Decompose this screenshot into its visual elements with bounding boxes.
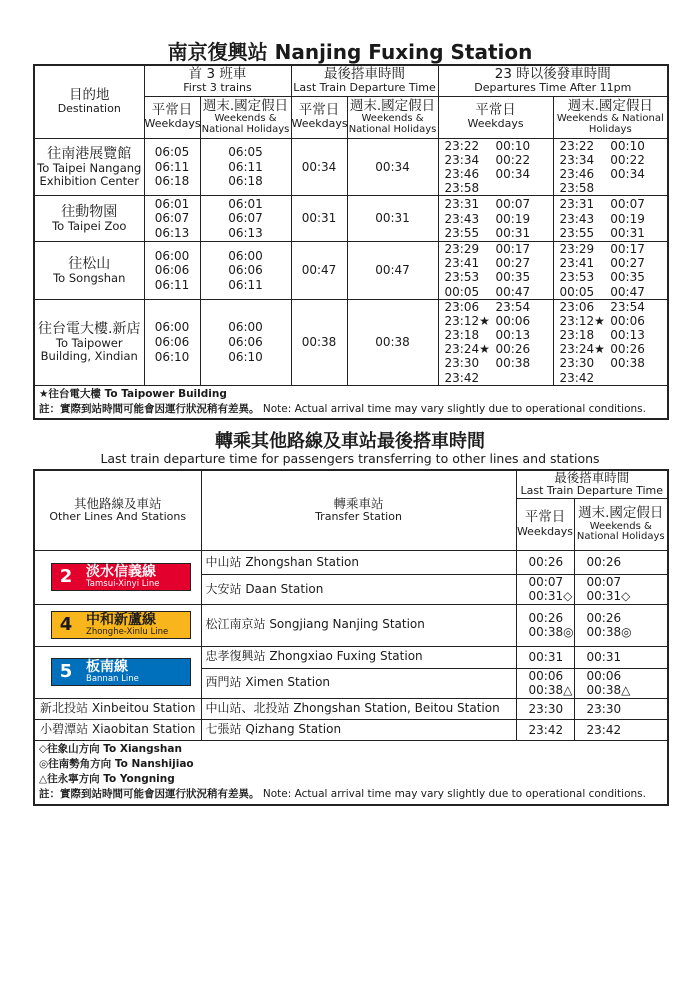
transfer-header: 轉乘車站 Transfer Station — [201, 470, 516, 551]
section-subtitle: Last train departure time for passengers transferring to other lines and stations — [100, 451, 600, 466]
table-row: 小碧潭站 Xiaobitan Station 七張站 Qizhang Station 23:42 23:42 — [34, 719, 668, 740]
line-cell — [34, 646, 201, 698]
transfer-station: 中山站 Zhongshan Station — [201, 551, 516, 575]
late-weekend-cell: 23:06 23:54 23:12★ 00:06 23:18 00:13 23:24★ 00:26 23:30 00:38 23:42 — [553, 299, 668, 385]
transfer-station: 中山站、北投站 Zhongshan Station, Beitou Station — [201, 698, 516, 719]
transfer-station: 忠孝復興站 Zhongxiao Fuxing Station — [201, 646, 516, 668]
schedule-table — [33, 64, 669, 420]
tamsui-xinyi-line-badge: 2 淡水信義線 Tamsui-Xinyi Line — [51, 563, 191, 591]
destination-header: 目的地 Destination — [34, 65, 144, 138]
transfer-table — [33, 469, 669, 806]
late-weekday-cell: 23:29 00:17 23:41 00:27 23:53 00:35 00:05 00:47 — [438, 242, 553, 300]
table-row: 4 中和新蘆線 Zhonghe-Xinlu Line 松江南京站 Songjiang Nanjing Station 00:26 00:38◎ 00:26 00:38◎ — [34, 604, 668, 646]
table-row — [34, 242, 668, 300]
first-weekday-cell: 06:01 06:07 06:13 — [144, 196, 200, 242]
table-row: 新北投站 Xinbeitou Station 中山站、北投站 Zhongshan Station, Beitou Station 23:30 23:30 — [34, 698, 668, 719]
first-weekend-cell: 06:00 06:06 06:11 — [200, 242, 291, 300]
table-row — [34, 138, 668, 196]
weekends-header: 週末.國定假日 Weekends & National Holidays — [347, 96, 438, 138]
last-weekend-cell: 00:38 — [347, 299, 438, 385]
destination-cell: 往松山 To Songshan — [34, 242, 144, 300]
late-weekend-cell: 23:22 00:10 23:34 00:22 23:46 00:34 23:58 — [553, 138, 668, 196]
destination-cell: 往台電大樓.新店 To Taipower Building, Xindian — [34, 299, 144, 385]
zhonghe-xinlu-line-badge: 4 中和新蘆線 Zhonghe-Xinlu Line — [51, 611, 191, 639]
transfer-station: 西門站 Ximen Station — [201, 668, 516, 698]
first-trains-header: 首 3 班車 First 3 trains — [144, 65, 291, 96]
last-train-header: 最後搭車時間 Last Train Departure Time — [291, 65, 438, 96]
first-weekday-cell: 06:05 06:11 06:18 — [144, 138, 200, 196]
late-weekday-cell: 23:06 23:54 23:12★ 00:06 23:18 00:13 23:24★ 00:26 23:30 00:38 23:42 — [438, 299, 553, 385]
bannan-line-badge: 5 板南線 Bannan Line — [51, 658, 191, 686]
late-weekday-cell: 23:31 00:07 23:43 00:19 23:55 00:31 — [438, 196, 553, 242]
last-weekday-cell: 00:31 — [291, 196, 347, 242]
destination-cell: 往動物園 To Taipei Zoo — [34, 196, 144, 242]
table-row: 5 板南線 Bannan Line 忠孝復興站 Zhongxiao Fuxing Station 00:31 00:31 — [34, 646, 668, 668]
last-weekday-cell: 00:38 — [291, 299, 347, 385]
footnote-row — [34, 740, 668, 804]
weekdays-header: 平常日 Weekdays — [144, 96, 200, 138]
late-weekend-cell: 23:31 00:07 23:43 00:19 23:55 00:31 — [553, 196, 668, 242]
table-row — [34, 299, 668, 385]
first-weekday-cell: 06:00 06:06 06:10 — [144, 299, 200, 385]
last-weekday-cell: 00:34 — [291, 138, 347, 196]
transfer-station: 大安站 Daan Station — [201, 575, 516, 605]
first-weekend-cell: 06:01 06:07 06:13 — [200, 196, 291, 242]
last-weekday-cell: 00:47 — [291, 242, 347, 300]
section-title: 轉乘其他路線及車站最後搭車時間 — [215, 431, 485, 452]
footnote-row — [34, 385, 668, 419]
weekdays-header: 平常日 Weekdays — [516, 499, 574, 551]
footnote: ★往台電大樓 To Taipower Building 註：實際到站時間可能會因運行狀況稍有差異。 Note: Actual arrival time may vary slightly due to operational conditions. — [34, 385, 668, 419]
branch-station: 新北投站 Xinbeitou Station — [34, 698, 201, 719]
first-weekend-cell: 06:00 06:06 06:10 — [200, 299, 291, 385]
destination-cell: 往南港展覽館 To Taipei Nangang Exhibition Center — [34, 138, 144, 196]
weekends-header: 週末.國定假日 Weekends & National Holidays — [200, 96, 291, 138]
lines-header: 其他路線及車站 Other Lines And Stations — [34, 470, 201, 551]
last-weekend-cell: 00:31 — [347, 196, 438, 242]
transfer-station: 松江南京站 Songjiang Nanjing Station — [201, 604, 516, 646]
transfer-station: 七張站 Qizhang Station — [201, 719, 516, 740]
late-weekend-cell: 23:29 00:17 23:41 00:27 23:53 00:35 00:05 00:47 — [553, 242, 668, 300]
weekdays-header: 平常日 Weekdays — [438, 96, 553, 138]
line-cell — [34, 551, 201, 605]
table-row: 西門站 Ximen Station 00:06 00:38△ 00:06 00:38△ — [34, 668, 668, 698]
last-train-header: 最後搭車時間 Last Train Departure Time — [516, 470, 668, 499]
weekends-header: 週末.國定假日 Weekends & National Holidays — [574, 499, 668, 551]
after-11pm-header: 23 時以後發車時間 Departures Time After 11pm — [438, 65, 668, 96]
first-weekday-cell: 06:00 06:06 06:11 — [144, 242, 200, 300]
branch-station: 小碧潭站 Xiaobitan Station — [34, 719, 201, 740]
late-weekday-cell: 23:22 00:10 23:34 00:22 23:46 00:34 23:58 — [438, 138, 553, 196]
line-cell — [34, 604, 201, 646]
table-row: 大安站 Daan Station 00:07 00:31◇ 00:07 00:31◇ — [34, 575, 668, 605]
footnote: ◇往象山方向 To Xiangshan ◎往南勢角方向 To Nanshijiao △往永寧方向 To Yongning 註：實際到站時間可能會因運行狀況稍有差異。 Note: Actual arrival time may vary slightly due to operational conditions. — [34, 740, 668, 804]
last-weekend-cell: 00:47 — [347, 242, 438, 300]
last-weekend-cell: 00:34 — [347, 138, 438, 196]
table-row: 2 淡水信義線 Tamsui-Xinyi Line 中山站 Zhongshan Station 00:26 00:26 — [34, 551, 668, 575]
weekdays-header: 平常日 Weekdays — [291, 96, 347, 138]
first-weekend-cell: 06:05 06:11 06:18 — [200, 138, 291, 196]
weekends-header: 週末.國定假日 Weekends & National Holidays — [553, 96, 668, 138]
page-title: 南京復興站 Nanjing Fuxing Station — [167, 40, 533, 64]
table-row — [34, 196, 668, 242]
